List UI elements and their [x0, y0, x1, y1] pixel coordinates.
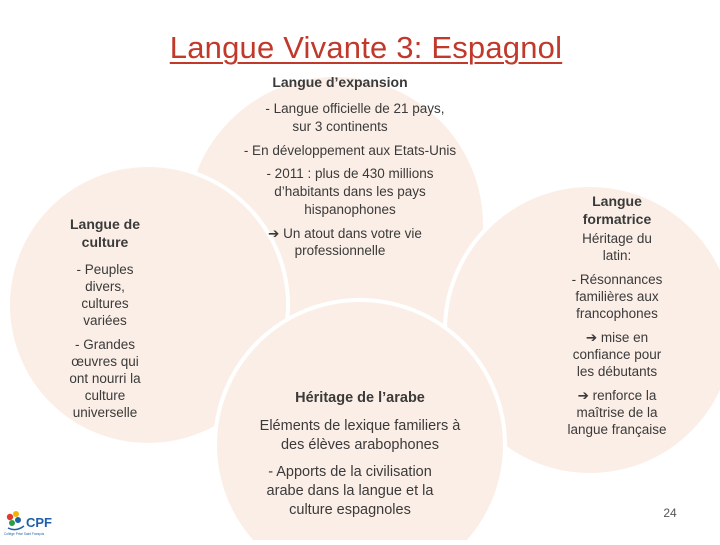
logo-text: CPF [26, 515, 52, 530]
arrow-right-icon: ➔ [577, 388, 589, 403]
left-line-3: cultures [81, 296, 129, 311]
right-line-11: langue française [567, 422, 667, 437]
left-line-5: - Grandes [74, 337, 136, 352]
left-line-9: universelle [72, 405, 138, 420]
center-heading: Langue d’expansion [272, 74, 408, 90]
right-line-9-text: renforce la [588, 388, 657, 403]
center-line-1: - Langue officielle de 21 pays, [265, 101, 445, 116]
left-line-8: culture [84, 388, 126, 403]
page-number: 24 [663, 506, 677, 520]
slide-title: Langue Vivante 3: Espagnol [169, 30, 563, 65]
right-line-8: les débutants [576, 364, 658, 379]
center-line-2: sur 3 continents [292, 119, 388, 134]
arrow-right-icon: ➔ [268, 226, 280, 241]
bottom-line-5: culture espagnoles [289, 502, 411, 518]
left-line-7: ont nourri la [69, 371, 141, 386]
right-line-1: Héritage du [582, 231, 652, 246]
right-line-9 [552, 388, 682, 405]
center-line-7 [225, 226, 465, 243]
right-line-5: francophones [576, 306, 658, 321]
right-line-7: confiance pour [572, 347, 662, 362]
right-line-2: latin: [602, 248, 632, 263]
bottom-line-3: - Apports de la civilisation [268, 464, 432, 480]
right-line-6 [552, 330, 682, 347]
left-line-2: divers, [85, 279, 125, 294]
center-line-6: hispanophones [304, 202, 396, 217]
center-line-8: professionnelle [294, 243, 386, 258]
right-line-10: maîtrise de la [576, 405, 658, 420]
center-line-3: - En développement aux Etats-Unis [243, 143, 457, 158]
right-line-4: familières aux [575, 289, 659, 304]
right-line-3: - Résonnances [571, 272, 663, 287]
right-line-6-text: mise en [597, 330, 649, 345]
bottom-line-4: arabe dans la langue et la [266, 483, 434, 499]
logo-subtext: Collège Privé Saint François [4, 532, 45, 536]
left-line-6: œuvres qui [71, 354, 139, 369]
left-line-4: variées [83, 313, 127, 328]
right-heading-2: formatrice [582, 211, 652, 227]
school-logo [4, 508, 58, 540]
right-heading-1: Langue [592, 193, 642, 209]
left-line-1: - Peuples [76, 262, 134, 277]
left-heading-1: Langue de [69, 216, 140, 232]
center-line-4: - 2011 : plus de 430 millions [266, 166, 434, 181]
left-heading-2: culture [81, 234, 129, 250]
bottom-heading: Héritage de l’arabe [295, 390, 425, 406]
center-line-7-text: Un atout dans votre vie [279, 226, 422, 241]
bottom-line-2: des élèves arabophones [280, 437, 439, 453]
arrow-right-icon: ➔ [585, 330, 598, 345]
bottom-line-1: Eléments de lexique familiers à [259, 418, 461, 434]
center-line-5: d’habitants dans les pays [274, 184, 426, 199]
